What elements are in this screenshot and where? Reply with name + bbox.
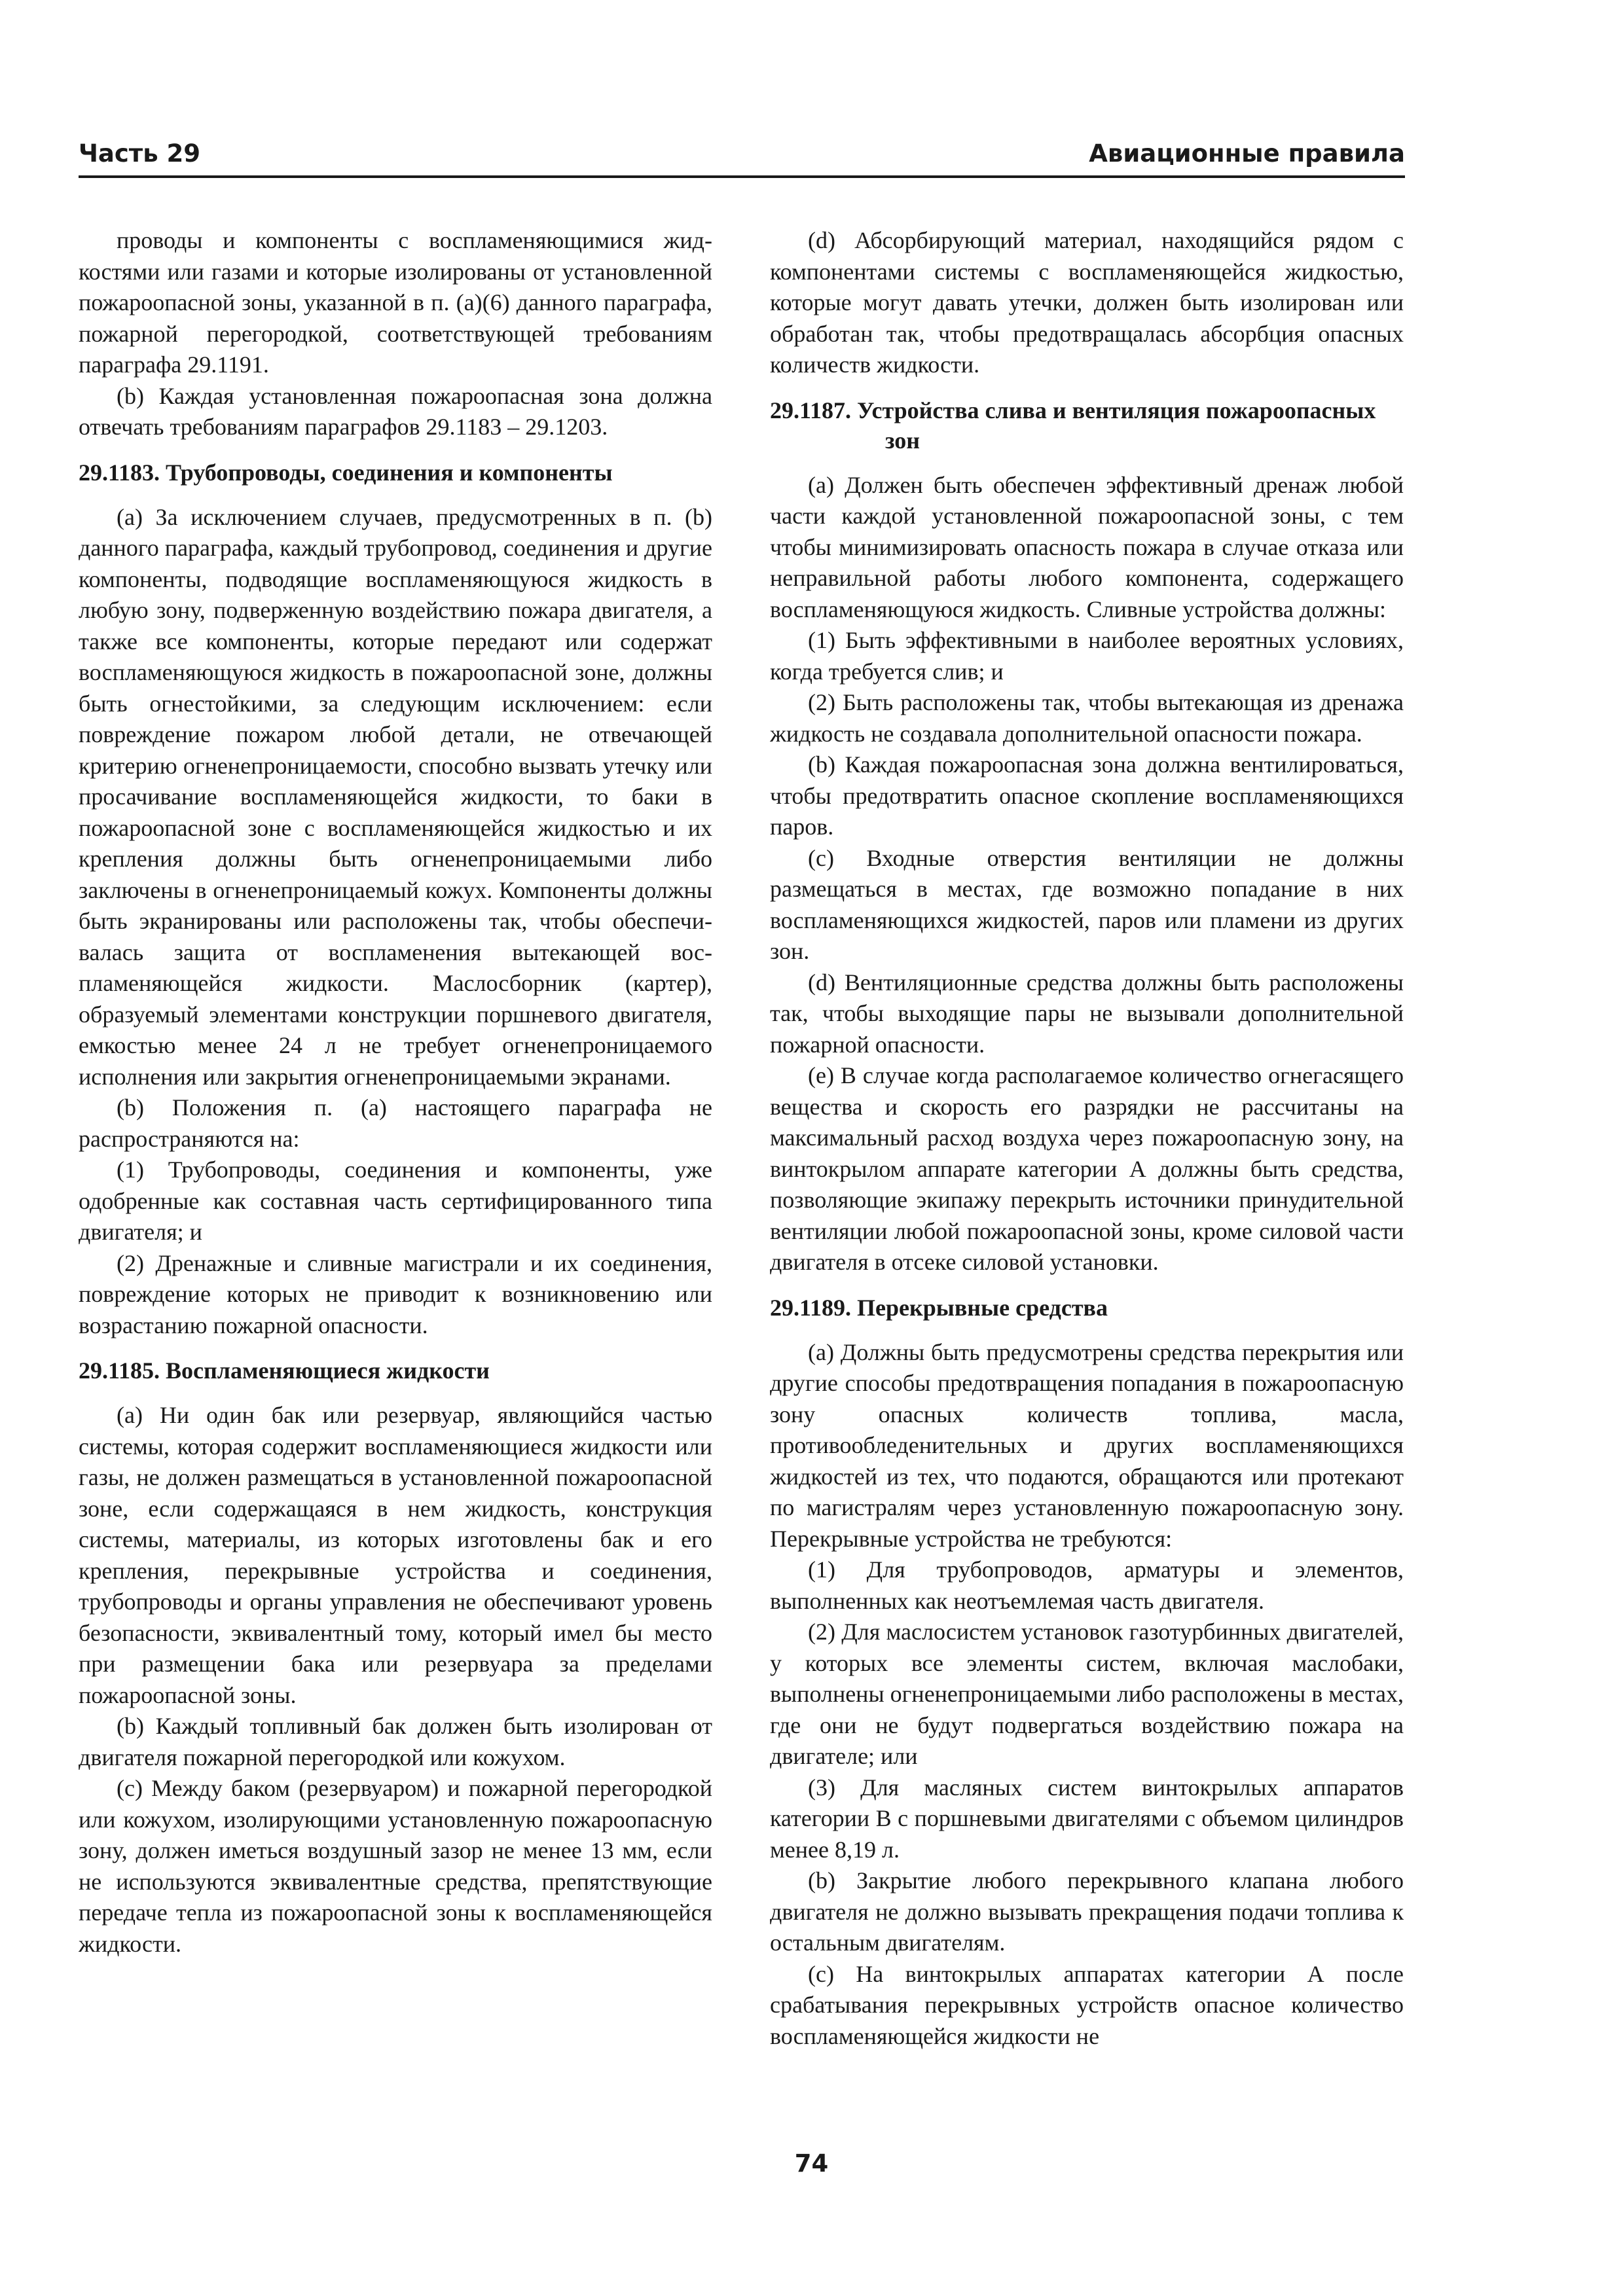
section-heading-29-1187: 29.1187. Устройства слива и вентиляция пожароопасных зон: [770, 397, 1376, 454]
left-column: [79, 225, 712, 2156]
part-label: Часть 29: [79, 139, 201, 168]
paragraph: (1) Трубопроводы, соединения и компоненты, уже одобренные как составная часть сертифицированного типа двигателя; и: [79, 1157, 712, 1245]
paragraph: (b) Каждая пожароопасная зона должна вентилироваться, чтобы предотвратить опасное скопление воспламеняющихся паров.: [770, 751, 1404, 840]
paragraph: (b) Каждый топливный бак должен быть изолирован от двигателя пожарной перегородкой или кожухом.: [79, 1713, 712, 1770]
paragraph: (a) Ни один бак или резервуар, являющийся частью системы, которая содержит воспламеняющиеся жидкости или газы, не должен размещаться в установленной пожароопасной зоне, если содержащаяся в нем жидкость, конструкция системы, материалы, из которых изготовлены бак и его крепления, перекрывные устройства и соединения, трубопроводы и органы управления не обеспечивают уровень безопасности, эквивалентный тому, который имел бы место при размещении бака или резервуара за пределами пожароопасной зоны.: [79, 1402, 712, 1708]
document-title: Авиационные правила: [1089, 139, 1405, 168]
section-heading-29-1183: 29.1183. Трубопроводы, соединения и компоненты: [79, 459, 613, 486]
section-heading-29-1185: 29.1185. Воспламеняющиеся жидкости: [79, 1357, 490, 1384]
paragraph: (3) Для масляных систем винтокрылых аппаратов категории В с поршневыми двигателями с объемом цилиндров менее 8,19 л.: [770, 1774, 1404, 1863]
paragraph: (2) Дренажные и сливные магистрали и их соединения, повреждение которых не приводит к возникновению или возрастанию пожарной опасности.: [79, 1249, 712, 1338]
paragraph: (a) Должен быть обеспечен эффективный дренаж любой части каждой установленной пожароопасной зоны, с тем чтобы минимизировать опасность пожара в случае отказа или неправильной работы любого компонента, содержащего воспламеняющуюся жидкость. Сливные устройства должны:: [770, 471, 1404, 622]
paragraph: (1) Для трубопроводов, арматуры и элементов, выполненных как неотъемлемая часть двигателя.: [770, 1556, 1404, 1614]
right-column: [770, 225, 1404, 2156]
paragraph: (2) Для маслосистем установок газотурбинных двигателей, у которых все элементы систем, включая маслобаки, выполнены огненепроницаемыми либо расположены в местах, где они не будут подвергаться воздействию пожара на двигателе; или: [770, 1619, 1404, 1769]
paragraph: (1) Быть эффективными в наиболее вероятных условиях, когда требуется слив; и: [770, 627, 1404, 685]
page-number: 74: [794, 2149, 829, 2178]
paragraph: (2) Быть расположены так, чтобы вытекающая из дренажа жидкость не создавала дополнительной опасности пожара.: [770, 689, 1404, 747]
paragraph: (e) В случае когда располагаемое количество огнегасящего вещества и скорость его разрядки не рассчитаны на максимальный расход воздуха через пожароопасную зону, на винтокрылом аппарате категории А должны быть средства, позволяющие экипажу перекрыть источники принудительной вентиляции любой пожароопасной зоны, кроме силовой части двигателя в отсеке силовой установки.: [770, 1062, 1404, 1275]
paragraph: (c) На винтокрылых аппаратах категории А после срабатывания перекрывных устройств опасное количество воспламеняющейся жидкости не: [770, 1960, 1404, 2049]
paragraph: (a) За исключением случаев, предусмотренных в п. (b) данного параграфа, каждый трубопровод, соединения и другие компоненты, подводящие воспламеняющуюся жидкость в любую зону, подверженную воздействию пожара двигателя, а также все компоненты, которые передают или содержат воспламеняющуюся жидкость в пожароопасной зоне, должны быть огнестойкими, за следующим исключением: если повреждение пожаром любой детали, не отвечающей критерию огненепроницаемости, способно вызвать утечку или просачивание воспламеняющейся жидкости, то баки в пожароопасной зоне с воспламеняющейся жидкостью и их крепления должны быть огненепроницаемыми либо заключены в огненепроницаемый кожух. Компоненты должны быть экранированы или расположены так, чтобы обеспечивалась защита от воспламенения вытекающей воспламеняющейся жидкости. Маслосборник (картер), образуемый элементами конструкции поршневого двигателя, емкостью менее 24 л не требует огненепроницаемого исполнения или закрытия огненепроницаемыми экранами.: [79, 503, 712, 1090]
paragraph: (a) Должны быть предусмотрены средства перекрытия или другие способы предотвращения попадания в пожароопасную зону опасных количеств топлива, масла, противообледенительных и других воспламеняющихся жидкостей из тех, что подаются, обращаются или протекают по магистралям через установленную пожароопасную зону. Перекрывные устройства не требуются:: [770, 1338, 1404, 1552]
paragraph: (d) Вентиляционные средства должны быть расположены так, чтобы выходящие пары не вызывали дополнительной пожарной опасности.: [770, 969, 1404, 1058]
paragraph: (c) Между баком (резервуаром) и пожарной перегородкой или кожухом, изолирующими установленную пожароопасную зону, должен иметься воздушный зазор не менее 13 мм, если не используются эквивалентные средства, препятствующие передаче тепла из пожароопасной зоны к воспламеняющейся жидкости.: [79, 1775, 712, 1957]
paragraph: (b) Закрытие любого перекрывного клапана любого двигателя не должно вызывать прекращения подачи топлива к остальным двигателям.: [770, 1867, 1404, 1956]
paragraph: (b) Каждая установленная пожароопасная зона должна отвечать требованиям параграфов 29.1183 – 29.1203.: [79, 382, 712, 440]
paragraph: (d) Абсорбирующий материал, находящийся рядом с компонентами системы с воспламеняющейся жидкостью, которые могут давать утечки, должен быть изолирован или обработан так, чтобы предотвращалась абсорбция опасных количеств жидкости.: [770, 227, 1404, 378]
page-header: [79, 131, 1405, 178]
section-heading-29-1189: 29.1189. Перекрывные средства: [770, 1294, 1108, 1321]
paragraph: (b) Положения п. (а) настоящего параграфа не распространяются на:: [79, 1094, 712, 1152]
paragraph: проводы и компоненты с воспламеняющимися жидкостями или газами и которые изолированы от установленной пожароопасной зоны, указанной в п. (а)(6) данного параграфа, пожарной перегородкой, соответствующей требованиям параграфа 29.1191.: [79, 227, 712, 378]
paragraph: (c) Входные отверстия вентиляции не должны размещаться в местах, где возможно попадание в них воспламеняющихся жидкостей, паров или пламени из других зон.: [770, 844, 1404, 964]
